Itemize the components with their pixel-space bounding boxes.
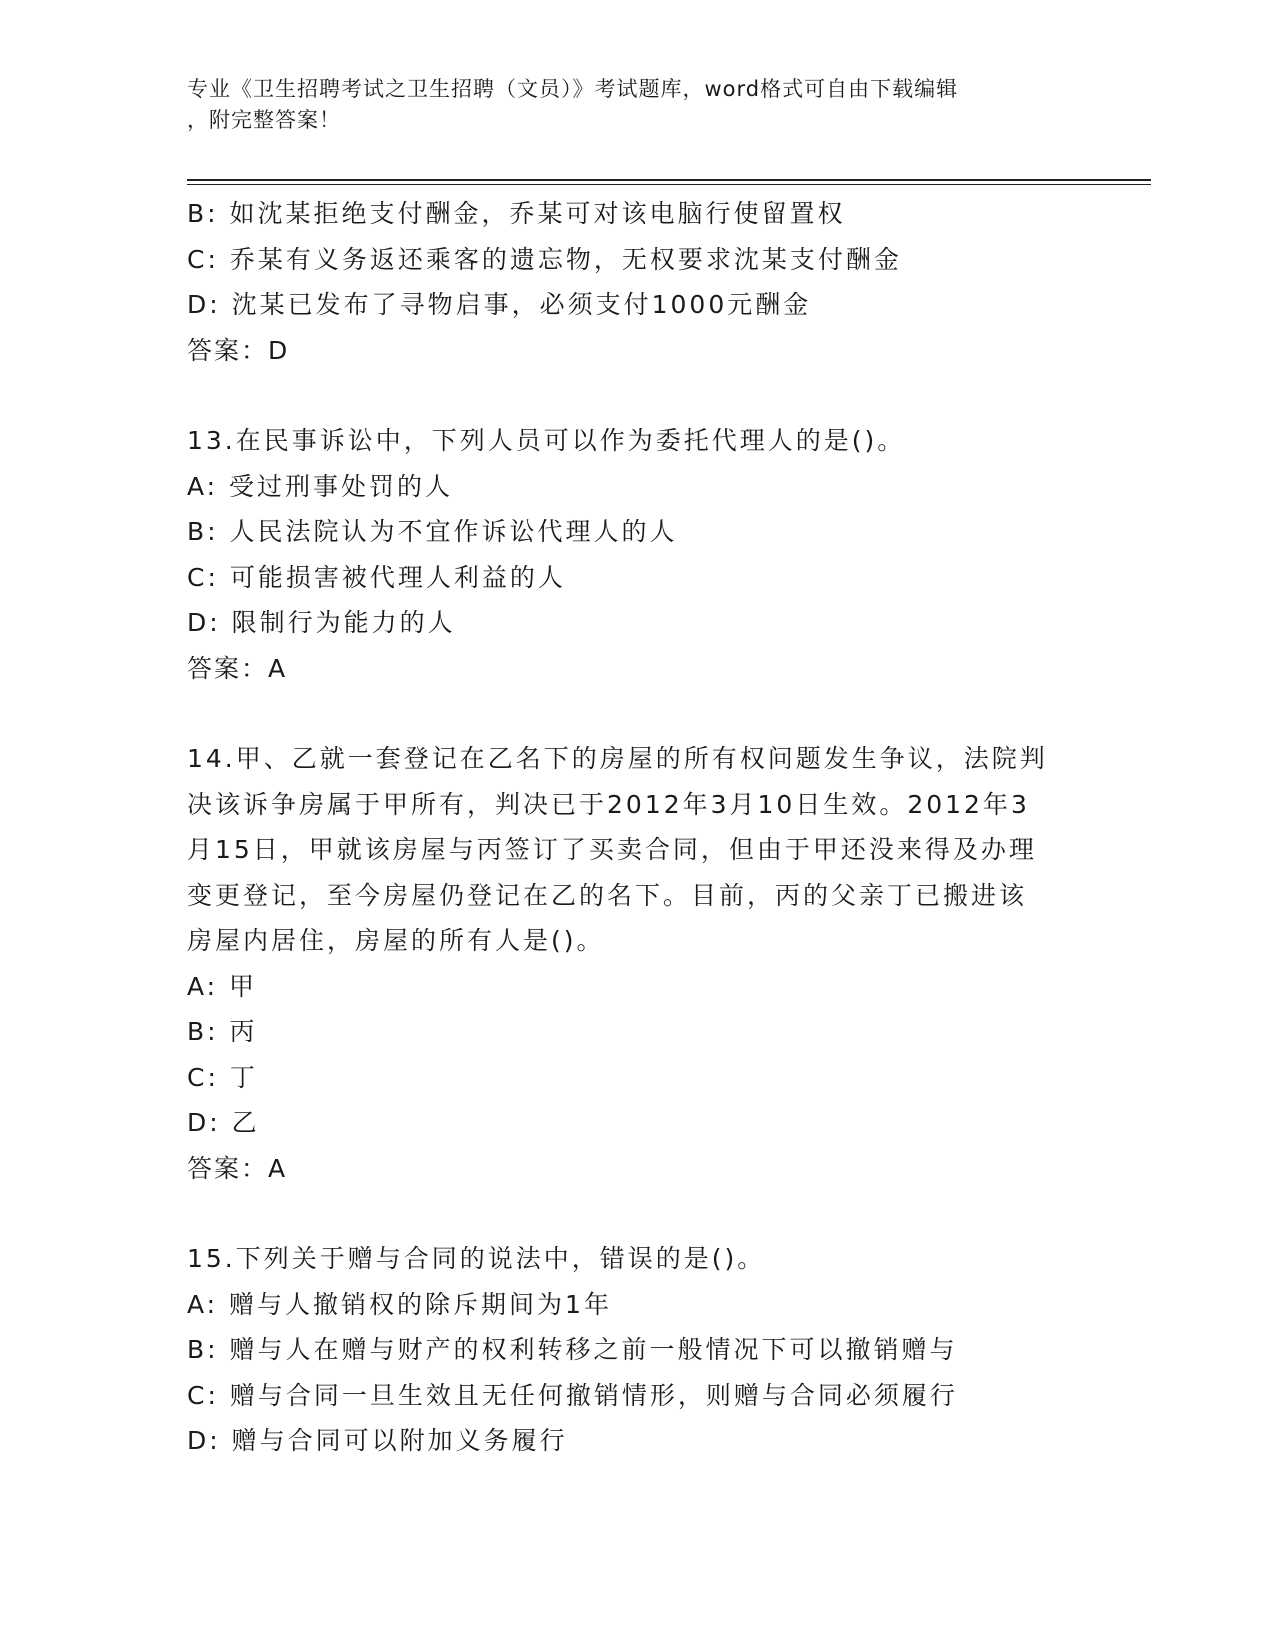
question-stem-line: 决该诉争房属于甲所有，判决已于2012年3月10日生效。2012年3 (187, 789, 1030, 819)
option-b: B: 赠与人在赠与财产的权利转移之前一般情况下可以撤销赠与 (187, 1335, 958, 1364)
question-stem-line: 月15日，甲就该房屋与丙签订了买卖合同，但由于甲还没来得及办理 (187, 835, 1037, 864)
option-d: D: 乙 (187, 1108, 260, 1137)
option-d: D: 限制行为能力的人 (187, 608, 456, 637)
question-14 (187, 736, 1087, 1191)
option-b: B: 如沈某拒绝支付酬金，乔某可对该电脑行使留置权 (187, 199, 846, 228)
header-line-1: 专业《卫生招聘考试之卫生招聘（文员）》考试题库，word格式可自由下载编辑 (187, 77, 959, 101)
option-b: B: 人民法院认为不宜作诉讼代理人的人 (187, 517, 678, 546)
spacer (187, 1191, 1087, 1236)
option-a: A: 赠与人撤销权的除斥期间为1年 (187, 1289, 612, 1319)
option-c: C: 可能损害被代理人利益的人 (187, 562, 566, 592)
question-stem-line: 14.甲、乙就一套登记在乙名下的房屋的所有权问题发生争议，法院判 (187, 744, 1048, 773)
document-header (187, 74, 1087, 136)
option-c: C: 赠与合同一旦生效且无任何撤销情形，则赠与合同必须履行 (187, 1380, 958, 1410)
header-divider (187, 179, 1151, 181)
question-stem: 13.在民事诉讼中，下列人员可以作为委托代理人的是()。 (187, 426, 906, 455)
answer: 答案：D (187, 335, 290, 365)
question-13 (187, 418, 1087, 691)
option-c: C: 丁 (187, 1062, 258, 1092)
question-stem-line: 变更登记，至今房屋仍登记在乙的名下。目前，丙的父亲丁已搬进该 (187, 880, 1028, 910)
option-a: A: 受过刑事处罚的人 (187, 471, 454, 501)
option-d: D: 沈某已发布了寻物启事，必须支付1000元酬金 (187, 290, 812, 319)
spacer (187, 691, 1087, 736)
question-stem: 15.下列关于赠与合同的说法中，错误的是()。 (187, 1244, 766, 1273)
question-12-tail (187, 191, 1087, 373)
question-stem-line: 房屋内居住，房屋的所有人是()。 (187, 926, 605, 955)
option-b: B: 丙 (187, 1017, 258, 1046)
header-line-2: ，附完整答案！ (187, 108, 341, 132)
option-c: C: 乔某有义务返还乘客的遗忘物，无权要求沈某支付酬金 (187, 244, 902, 274)
header-divider-thin (187, 184, 1151, 185)
option-a: A: 甲 (187, 971, 258, 1001)
spacer (187, 373, 1087, 418)
answer: 答案：A (187, 1153, 288, 1183)
answer: 答案：A (187, 653, 288, 683)
question-15 (187, 1236, 1087, 1464)
option-d: D: 赠与合同可以附加义务履行 (187, 1426, 568, 1455)
question-list (187, 191, 1087, 1464)
